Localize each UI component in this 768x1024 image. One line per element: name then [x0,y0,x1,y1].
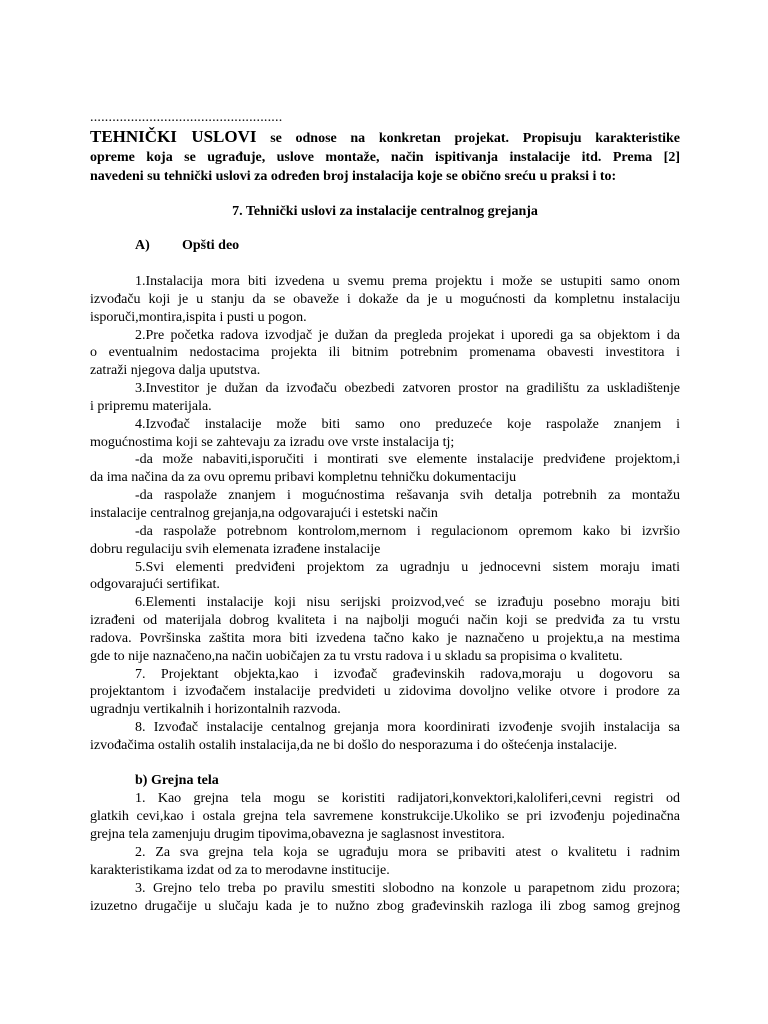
text-line: da ima načina da za ovu opremu pribavi kompletnu tehničku dokumentaciju [90,470,517,486]
text-line: navedeni su tehnički uslovi za određen broj instalacija koje se obično sreću u praksi i to: [90,169,617,184]
text-line: o eventualnim nedostacima projekta ili bitnim potrebnim promenama obavesti investitora i [90,345,680,361]
text-line: instalacije centralnog grejanja,na odgovarajući i estetski način [90,505,438,521]
intro-paragraph [90,127,680,186]
text-line: projektantom i izvođačem instalacije predvideti u zidovima dovoljno velike otvore i prodore za [90,684,680,700]
text-line: ugradnju vertikalnih i horizontalnih razvoda. [90,702,341,718]
list-item-4 [90,416,680,452]
text-line: -da raspolaže znanjem i mogućnostima rešavanja svih detalja potrebnih za montažu [135,488,680,504]
list-item-6 [90,594,680,665]
dotted-separator: .................................................... [90,110,283,125]
text-line: -da može nabaviti,isporučiti i montirati sve elemente instalacije predviđene projektom,i [135,452,680,468]
list-item-7 [90,666,680,720]
list-item-bullet [90,487,680,523]
text-line: zatraži njegova dalja uputstva. [90,363,261,379]
text-span: se odnose na konkretan projekat. Propisuju karakteristike [270,131,681,146]
section-title: 7. Tehnički uslovi za instalacije centralnog grejanja [232,204,538,219]
intro-lead-term: TEHNIČKI USLOVI [90,127,257,146]
list-item-3 [90,880,680,916]
subsection-b-heading: b) Grejna tela [135,773,219,788]
text-line: isporuči,montira,ispita i pusti u pogon. [90,309,307,325]
list-item-2 [90,327,680,381]
text-line: 5.Svi elementi predviđeni projektom za ugradnju u jednocevni sistem moraju imati [135,559,680,575]
subsection-a-heading [90,237,680,255]
text-line: 3. Grejno telo treba po pravilu smestiti slobodno na konzole u parapetnom zidu prozora; [135,881,680,896]
text-line: izrađeni od materijala dobrog kvaliteta i na najbolji mogući način koji se predviđa za tu vrstu [90,613,680,629]
list-item-1 [90,273,680,327]
text-line: izuzetno drugačije u slučaju kada je to nužno zbog građevinskih razloga ili zbog samog grejnog [90,899,680,914]
list-item-2 [90,844,680,880]
text-line: 7. Projektant objekta,kao i izvođač građevinskih radova,moraju u dogovoru sa [135,666,680,682]
subsection-a-label: A) [135,238,150,253]
text-line: 2. Za sva grejna tela koja se ugrađuju mora se pribaviti atest o kvalitetu i radnim [135,845,680,860]
text-line: izvođaču koji je u stanju da se obaveže i dokaže da je u mogućnosti da kompletnu instalaciju [90,291,680,307]
text-line: odgovarajući sertifikat. [90,577,220,593]
text-line: karakteristikama izdat od za to merodavne institucije. [90,863,390,878]
subsection-b [90,772,680,916]
text-line: 3.Investitor je dužan da izvođaču obezbedi zatvoren prostor na gradilištu za uskladištenje [135,381,680,397]
list-item-1 [90,790,680,844]
text-line: 1.Instalacija mora biti izvedena u svemu prema projektu i može se ustupiti samo onom [135,274,680,289]
list-item-bullet [90,523,680,559]
text-line: 8. Izvođač instalacije centalnog grejanja mora koordinirati izvođenje svojih instalacija sa [135,720,680,736]
list-item-5 [90,559,680,595]
text-line: 2.Pre početka radova izvodjač je dužan da pregleda projekat i uporedi ga sa objektom i da [135,327,680,343]
text-line: radova. Površinska zaštita mora biti izvedena tačno kako je naznačeno u projektu,a na mestima [90,630,680,646]
text-line [90,127,680,148]
text-line: -da raspolaže potrebnom kontrolom,mernom i regulacionom opremom kako bi izvršio [135,523,680,539]
subsection-a-body [90,273,680,755]
text-line: gde to nije naznačeno,na način uobičajen za tu vrstu radova i u skladu sa propisima o kvalitetu. [90,648,623,664]
text-line: opreme koja se ugrađuje, uslove montaže, način ispitivanja instalacije itd. Prema [2] [90,150,680,165]
list-item-3 [90,380,680,416]
text-line: 4.Izvođač instalacije može biti samo ono preduzeće koje raspolaže znanjem i [135,416,680,432]
text-line: 6.Elementi instalacije koji nisu serijski proizvod,već se izrađuju posebno moraju biti [135,595,680,611]
text-line: i pripremu materijala. [90,398,212,414]
text-line: mogućnostima koji se zahtevaju za izradu ove vrste instalacija tj; [90,434,455,450]
text-line: grejna tela zamenjuju drugim tipovima,obavezna je saglasnost investitora. [90,827,505,842]
text-line: dobru regulaciju svih elemenata izrađene instalacije [90,541,381,557]
list-item-8 [90,719,680,755]
text-line: 1. Kao grejna tela mogu se koristiti radijatori,konvektori,kaloliferi,cevni registri od [135,791,680,806]
subsection-a-title: Opšti deo [182,238,240,253]
text-line: izvođačima ostalih ostalih instalacija,da ne bi došlo do nesporazuma i do oštećenja instalacije. [90,737,618,753]
text-line: glatkih cevi,kao i ostala grejna tela savremene konstrukcije.Ukoliko se pri izvođenju pojedinačna [90,809,680,824]
list-item-bullet [90,451,680,487]
